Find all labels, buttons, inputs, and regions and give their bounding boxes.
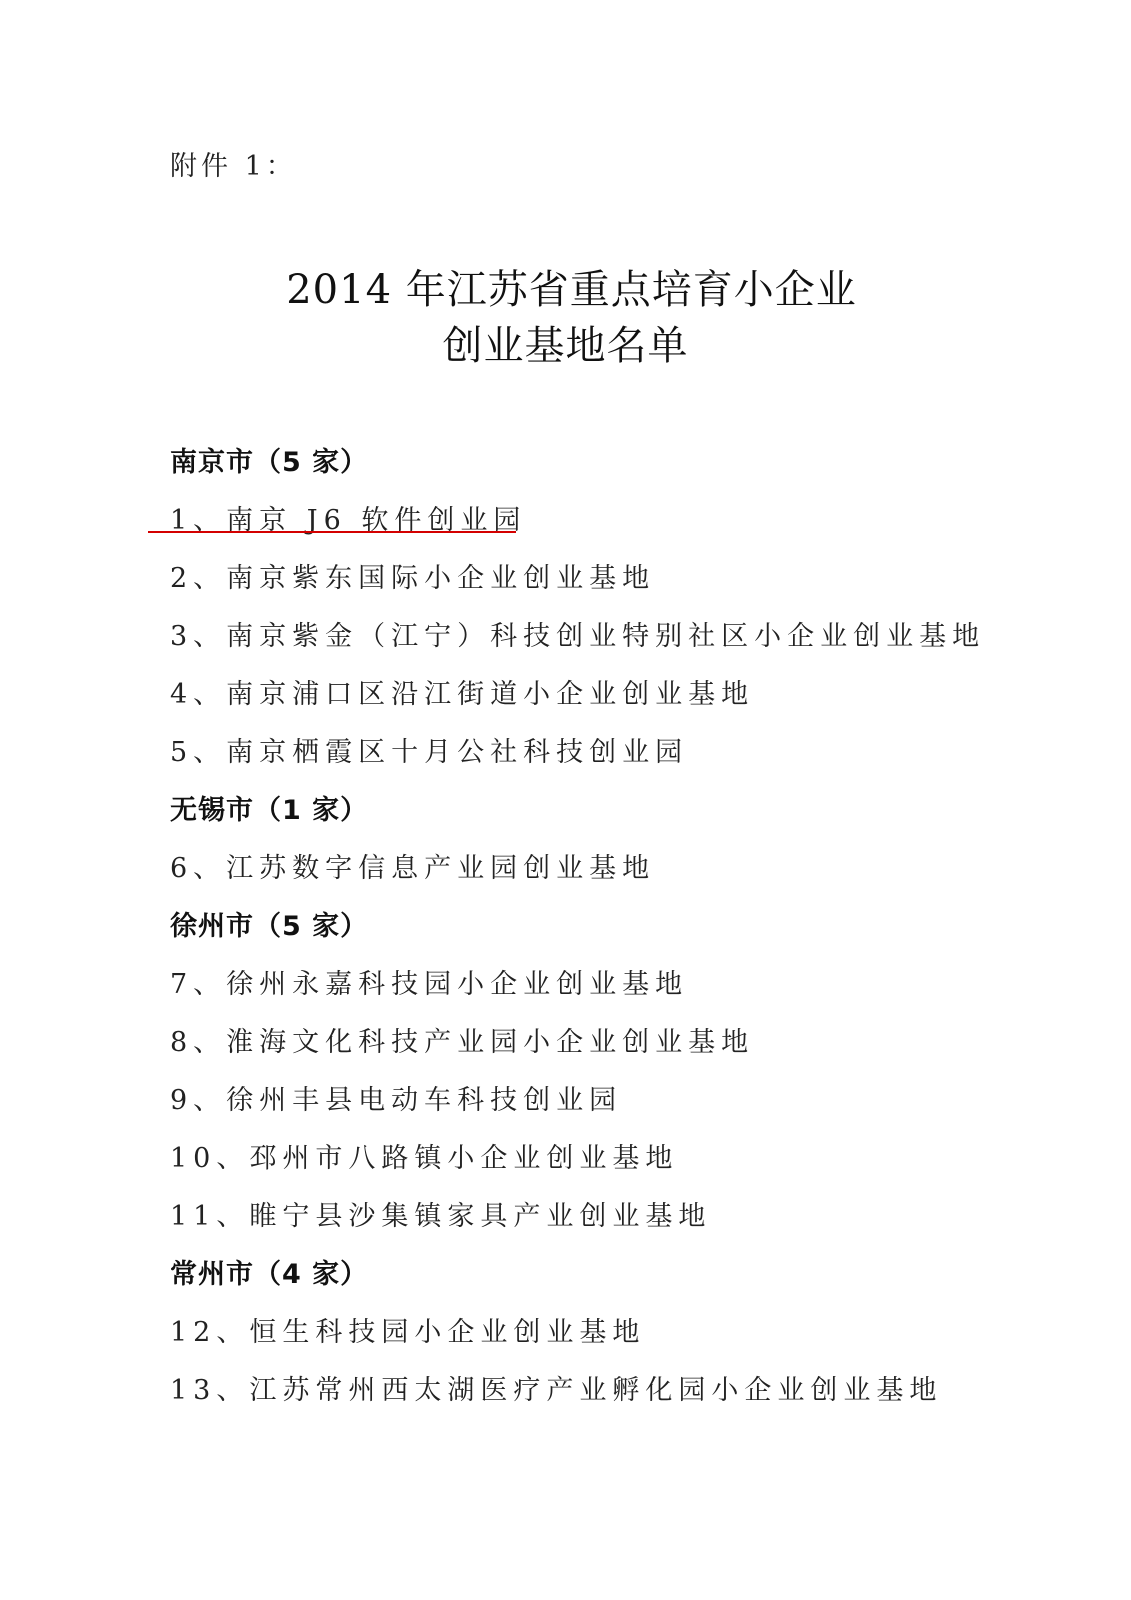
- list-item: 8、淮海文化科技产业园小企业创业基地: [170, 1027, 755, 1058]
- list-item: 12、恒生科技园小企业创业基地: [170, 1317, 646, 1348]
- list-item: 5、南京栖霞区十月公社科技创业园: [170, 737, 689, 768]
- attachment-label: 附件 1：: [170, 151, 297, 182]
- page-title-line-1: 2014 年江苏省重点培育小企业: [286, 267, 857, 313]
- list-item: 2、南京紫东国际小企业创业基地: [170, 563, 656, 594]
- city-heading-xuzhou: 徐州市（5 家）: [170, 911, 369, 942]
- list-item: 6、江苏数字信息产业园创业基地: [170, 853, 656, 884]
- list-item: 7、徐州永嘉科技园小企业创业基地: [170, 969, 689, 1000]
- list-item: 11、睢宁县沙集镇家具产业创业基地: [170, 1201, 712, 1232]
- list-item: 13、江苏常州西太湖医疗产业孵化园小企业创业基地: [170, 1375, 943, 1406]
- list-item: 9、徐州丰县电动车科技创业园: [170, 1085, 623, 1116]
- base-list: [170, 434, 1070, 1420]
- list-item: 1、南京 J6 软件创业园: [170, 505, 527, 536]
- city-heading-wuxi: 无锡市（1 家）: [170, 795, 369, 826]
- page-title-line-2: 创业基地名单: [442, 323, 689, 369]
- city-heading-changzhou: 常州市（4 家）: [170, 1259, 369, 1290]
- list-item: 4、南京浦口区沿江街道小企业创业基地: [170, 679, 755, 710]
- list-item: 10、邳州市八路镇小企业创业基地: [170, 1143, 679, 1174]
- list-item: 3、南京紫金（江宁）科技创业特别社区小企业创业基地: [170, 621, 986, 652]
- city-heading-nanjing: 南京市（5 家）: [170, 447, 369, 478]
- red-underline-mark: [148, 531, 516, 533]
